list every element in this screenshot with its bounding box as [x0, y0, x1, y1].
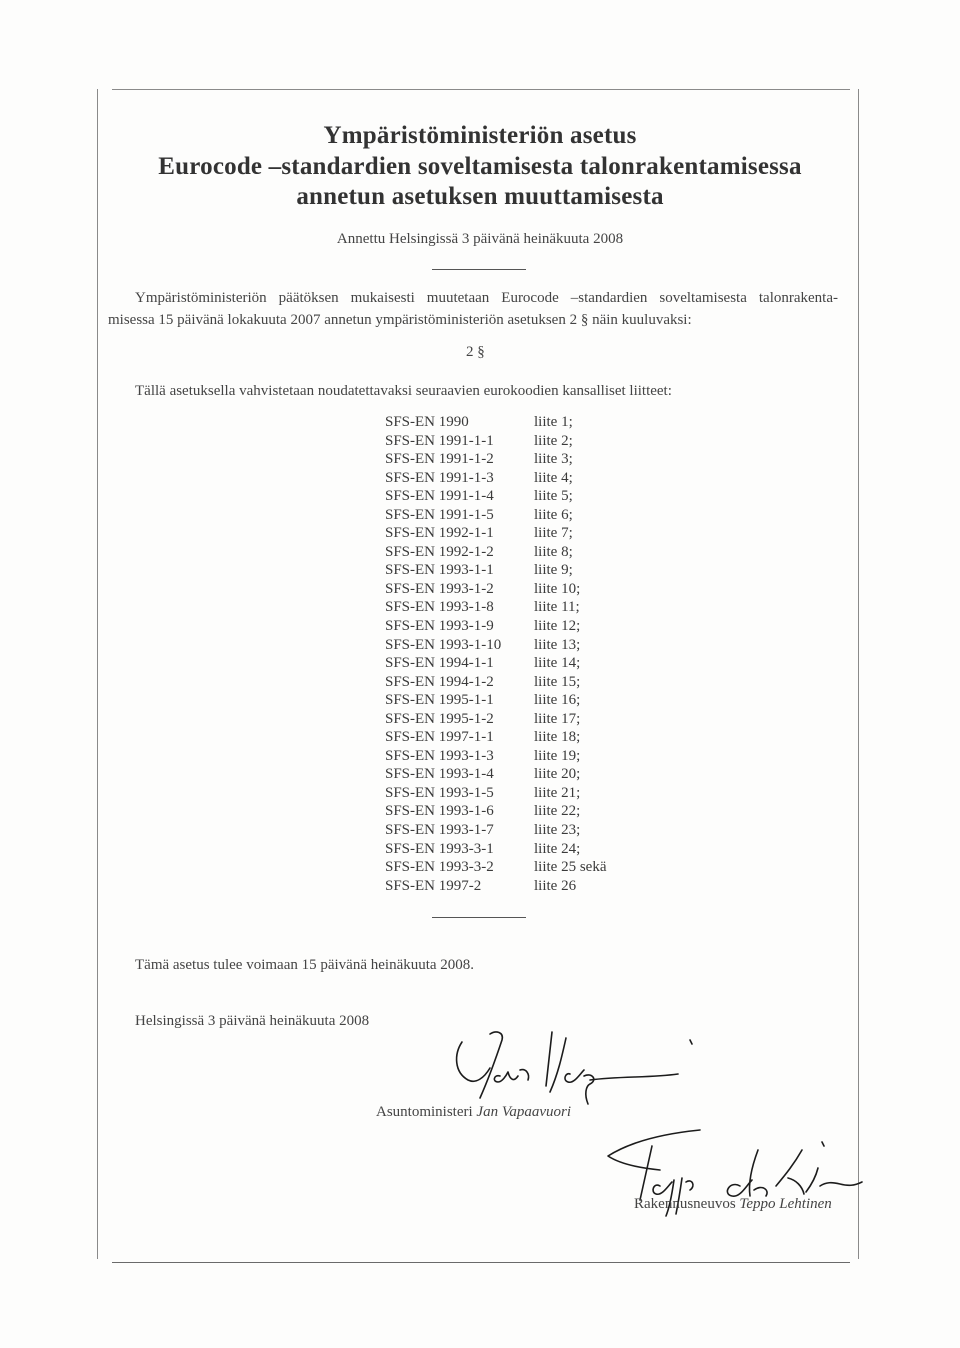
- standard-row: [385, 765, 606, 784]
- intro-line-1: Ympäristöministeriön päätöksen mukaisesti muutetaan Eurocode –standardien soveltamisesta talonrakenta-: [135, 290, 838, 306]
- separator-rule: [432, 917, 526, 918]
- standard-row: [385, 802, 606, 821]
- annex-reference: liite 4;: [534, 469, 573, 486]
- separator-rule: [432, 269, 526, 270]
- standard-row: [385, 673, 606, 692]
- standard-code: SFS-EN 1993-1-4: [385, 766, 494, 783]
- signature-line-minister: [376, 1104, 571, 1121]
- standard-code: SFS-EN 1990: [385, 414, 469, 430]
- standard-code: SFS-EN 1993-1-1: [385, 562, 494, 579]
- standard-row: [385, 506, 606, 525]
- place-and-date: Helsingissä 3 päivänä heinäkuuta 2008: [135, 1013, 370, 1029]
- annex-reference: liite 25 sekä: [534, 859, 607, 876]
- standard-code: SFS-EN 1993-1-2: [385, 580, 494, 597]
- standard-code: SFS-EN 1991-1-4: [385, 488, 494, 505]
- standard-row: [385, 617, 606, 636]
- lead-sentence: Tällä asetuksella vahvistetaan noudatettavaksi seuraavien eurokoodien kansalliset liitteet:: [135, 383, 672, 399]
- standard-row: [385, 728, 606, 747]
- frame-line-top: [112, 89, 850, 90]
- annex-reference: liite 21;: [534, 784, 581, 801]
- standard-code: SFS-EN 1997-1-1: [385, 729, 494, 746]
- standard-row: [385, 580, 606, 599]
- signatory-title: Rakennusneuvos: [634, 1196, 736, 1212]
- standard-row: [385, 561, 606, 580]
- standard-row: [385, 654, 606, 673]
- signatory-name: Teppo Lehtinen: [739, 1196, 832, 1212]
- frame-line-right: [858, 89, 859, 1259]
- signature-minister: [440, 1024, 710, 1110]
- entry-into-force: Tämä asetus tulee voimaan 15 päivänä heinäkuuta 2008.: [135, 957, 475, 973]
- annex-reference: liite 22;: [534, 803, 581, 820]
- standard-row: [385, 858, 606, 877]
- standard-code: SFS-EN 1993-1-9: [385, 618, 494, 635]
- annex-reference: liite 5;: [534, 488, 573, 505]
- standard-code: SFS-EN 1993-1-7: [385, 822, 494, 839]
- standard-code: SFS-EN 1994-1-1: [385, 655, 494, 672]
- standard-row: [385, 784, 606, 803]
- frame-line-bottom: [112, 1262, 850, 1263]
- standard-row: [385, 598, 606, 617]
- standard-row: [385, 487, 606, 506]
- standard-code: SFS-EN 1994-1-2: [385, 673, 494, 690]
- standard-row: [385, 450, 606, 469]
- signatory-title: Asuntoministeri: [376, 1104, 473, 1120]
- annex-reference: liite 12;: [534, 618, 581, 635]
- annex-reference: liite 8;: [534, 543, 573, 560]
- annex-reference: liite 13;: [534, 636, 581, 653]
- annex-reference: liite 15;: [534, 673, 581, 690]
- annex-reference: liite 11;: [534, 599, 580, 616]
- standard-code: SFS-EN 1993-1-3: [385, 747, 494, 764]
- annex-reference: liite 26: [534, 877, 577, 894]
- standard-code: SFS-EN 1993-3-2: [385, 859, 494, 876]
- standard-code: SFS-EN 1993-1-8: [385, 599, 494, 616]
- intro-line-2: misessa 15 päivänä lokakuuta 2007 annetun ympäristöministeriön asetuksen 2 § näin kuuluvaksi:: [108, 312, 692, 328]
- annex-reference: liite 17;: [534, 710, 581, 727]
- annex-reference: liite 19;: [534, 747, 581, 764]
- standard-code: SFS-EN 1997-2: [385, 877, 482, 894]
- annex-reference: liite 20;: [534, 766, 581, 783]
- annex-reference: liite 7;: [534, 525, 573, 542]
- annex-reference: liite 24;: [534, 840, 581, 857]
- annex-reference: liite 3;: [534, 451, 573, 468]
- given-date: Annettu Helsingissä 3 päivänä heinäkuuta 2008: [336, 231, 624, 247]
- standard-row: [385, 413, 606, 432]
- signatory-name: Jan Vapaavuori: [476, 1104, 571, 1120]
- standard-code: SFS-EN 1991-1-2: [385, 451, 494, 468]
- standard-code: SFS-EN 1993-1-5: [385, 784, 494, 801]
- standard-row: [385, 840, 606, 859]
- signature-line-counsellor: [634, 1196, 832, 1213]
- intro-paragraph: [108, 287, 838, 331]
- annex-reference: liite 1;: [534, 414, 573, 430]
- standard-row: [385, 877, 606, 896]
- annex-reference: liite 14;: [534, 655, 581, 672]
- annex-reference: liite 9;: [534, 562, 573, 579]
- standard-code: SFS-EN 1995-1-2: [385, 710, 494, 727]
- title-line-3: annetun asetuksen muuttamisesta: [296, 183, 664, 210]
- standard-row: [385, 747, 606, 766]
- standard-code: SFS-EN 1991-1-5: [385, 506, 494, 523]
- standard-row: [385, 524, 606, 543]
- standard-code: SFS-EN 1993-1-10: [385, 636, 502, 653]
- standard-code: SFS-EN 1993-3-1: [385, 840, 494, 857]
- standard-code: SFS-EN 1992-1-1: [385, 525, 494, 542]
- standard-row: [385, 543, 606, 562]
- annex-reference: liite 18;: [534, 729, 581, 746]
- standard-code: SFS-EN 1991-1-1: [385, 432, 494, 449]
- standard-code: SFS-EN 1993-1-6: [385, 803, 494, 820]
- standard-code: SFS-EN 1991-1-3: [385, 469, 494, 486]
- standard-row: [385, 636, 606, 655]
- standard-row: [385, 432, 606, 451]
- annex-reference: liite 6;: [534, 506, 573, 523]
- standard-row: [385, 710, 606, 729]
- standard-row: [385, 691, 606, 710]
- frame-line-left: [97, 89, 98, 1259]
- standard-code: SFS-EN 1992-1-2: [385, 543, 494, 560]
- standards-list: [385, 413, 606, 895]
- annex-reference: liite 16;: [534, 692, 581, 709]
- standard-row: [385, 469, 606, 488]
- standard-code: SFS-EN 1995-1-1: [385, 692, 494, 709]
- title-line-2: Eurocode –standardien soveltamisesta talonrakentamisessa: [158, 153, 802, 180]
- section-heading: 2 §: [466, 344, 485, 360]
- annex-reference: liite 10;: [534, 580, 581, 597]
- annex-reference: liite 23;: [534, 822, 581, 839]
- annex-reference: liite 2;: [534, 432, 573, 449]
- standard-row: [385, 821, 606, 840]
- title-line-1: Ympäristöministeriön asetus: [323, 122, 637, 149]
